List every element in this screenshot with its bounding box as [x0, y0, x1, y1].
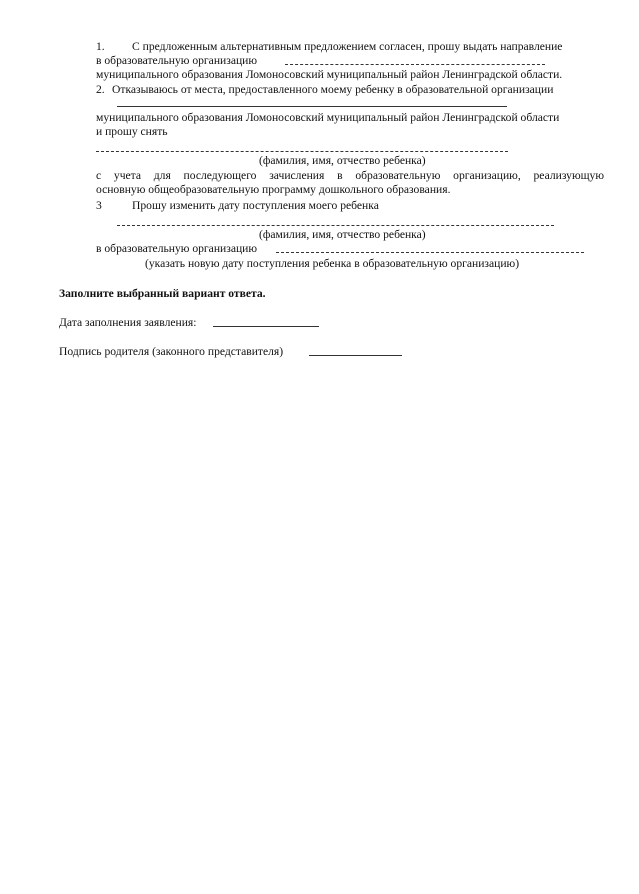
item3-organization-field[interactable]: [276, 252, 584, 253]
item3-text-line2: в образовательную организацию: [96, 242, 258, 255]
item3-new-date-caption: (указать новую дату поступления ребенка в образовательную организацию): [145, 257, 520, 270]
item3-child-name-field[interactable]: [117, 225, 554, 226]
item2-child-name-field[interactable]: [96, 151, 508, 152]
item2-text-line4: с учета для последующего зачисления в образовательную организацию, реализующую: [96, 169, 604, 182]
item2-number: 2.: [96, 83, 105, 96]
signature-field[interactable]: [309, 355, 402, 356]
item2-text-line5: основную общеобразовательную программу дошкольного образования.: [96, 183, 451, 196]
signature-label: Подпись родителя (законного представителя): [59, 345, 284, 358]
item1-text-line1: С предложенным альтернативным предложением согласен, прошу выдать направление: [132, 40, 563, 53]
item3-child-name-caption: (фамилия, имя, отчество ребенка): [259, 228, 426, 241]
item3-text-line1: Прошу изменить дату поступления моего ребенка: [132, 199, 379, 212]
item3-number: 3: [96, 199, 102, 212]
item2-organization-field[interactable]: [117, 106, 507, 107]
date-field[interactable]: [213, 326, 319, 327]
item1-number: 1.: [96, 40, 105, 53]
item2-text-line1: Отказываюсь от места, предоставленного моему ребенку в образовательной организации: [112, 83, 554, 96]
instruction-heading: Заполните выбранный вариант ответа.: [59, 287, 266, 300]
item1-organization-field[interactable]: [285, 64, 545, 65]
date-label: Дата заполнения заявления:: [59, 316, 197, 329]
item1-text-line2: в образовательную организацию: [96, 54, 258, 67]
item2-text-line2: муниципального образования Ломоносовский муниципальный район Ленинградской области: [96, 111, 560, 124]
item1-text-line3: муниципального образования Ломоносовский муниципальный район Ленинградской области.: [96, 68, 563, 81]
item2-child-name-caption: (фамилия, имя, отчество ребенка): [259, 154, 426, 167]
item2-text-line3: и прошу снять: [96, 125, 168, 138]
